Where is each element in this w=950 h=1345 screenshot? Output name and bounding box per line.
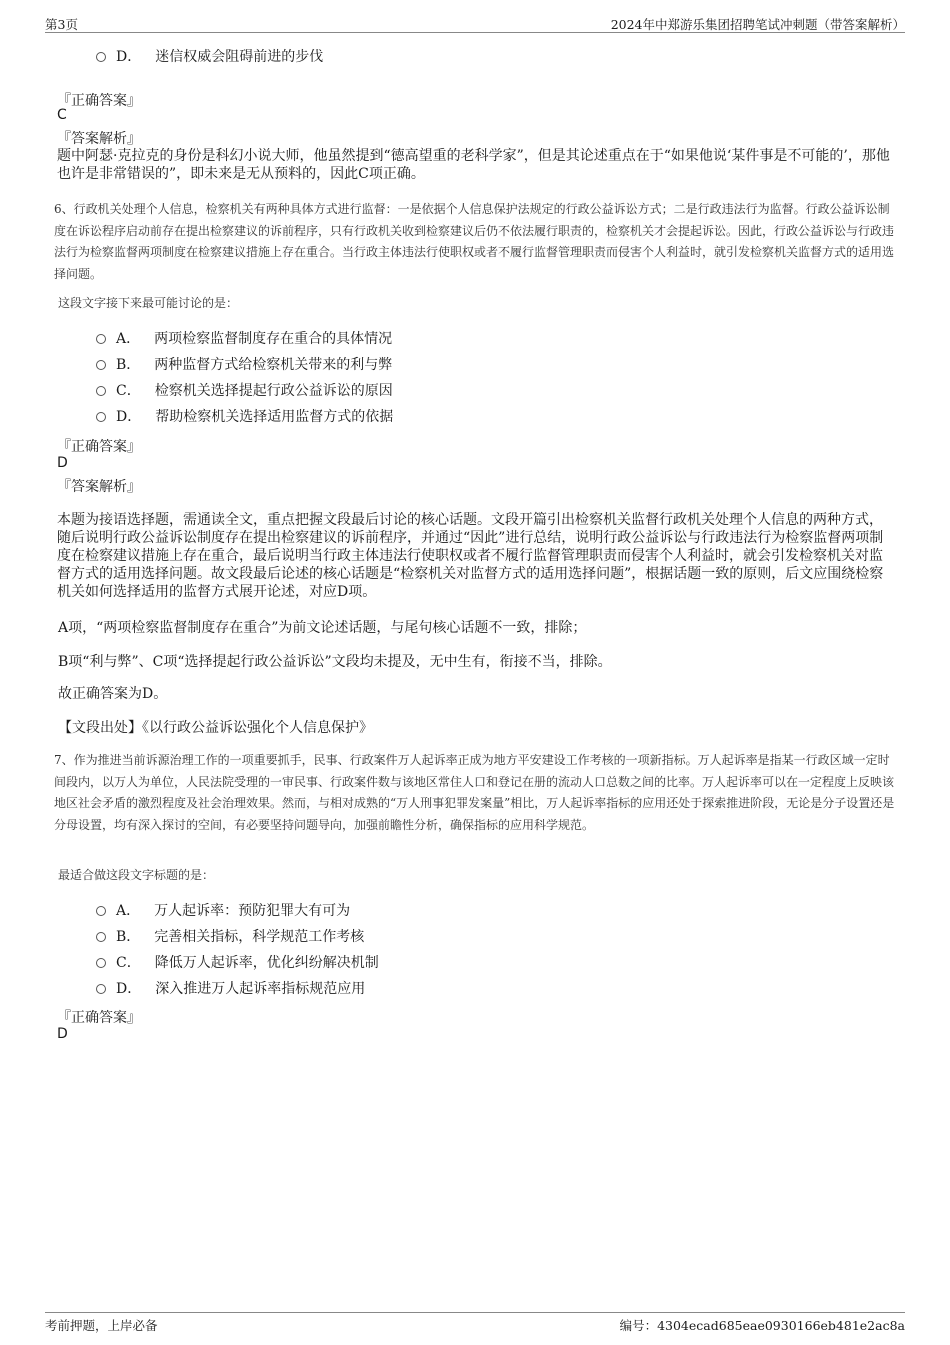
document-title: 2024年中郑游乐集团招聘笔试冲刺题（带答案解析） [610,17,905,32]
q6-analysis-label: 『答案解析』 [57,479,141,495]
page-header [45,14,905,33]
q6-option-c[interactable]: C． 检察机关选择提起行政公益诉讼的原因 [96,382,393,400]
q6-stem: 6、行政机关处理个人信息，检察机关有两种具体方式进行监督：一是依据个人信息保护法规定的行政公益诉讼方式；二是行政违法行为监督。行政公益诉讼制度在诉讼程序启动前存在提出检察建议的诉前程序，只有行政机关收到检察建议后仍不依法履行职责的，检察机关才会提起诉讼。因此，行政公益诉讼与行政违法行为检察监督两项制度在检察建议措施上存在重合。当行政主体违法行使职权或者不履行监督管理职责而侵害个人利益时，就引发检察机关监督方式的适用选择问题。 [54,202,895,281]
footer-slogan: 考前押题，上岸必备 [45,1318,158,1333]
q6-analysis-p4: 故正确答案为D。 [58,686,168,702]
q7-option-b[interactable]: B． 完善相关指标，科学规范工作考核 [96,928,364,946]
q6-analysis-p3: B项“利与弊”、C项“选择提起行政公益诉讼”文段均未提及，无中生有，衔接不当，排除。 [58,654,612,670]
q7-answer: D [57,1026,68,1042]
q7-answer-label: 『正确答案』 [57,1010,141,1026]
q5-analysis-label: 『答案解析』 [57,131,141,147]
document-id: 编号：4304ecad685eae0930166eb481e2ac8a [619,1318,905,1333]
q6-option-d[interactable]: D． 帮助检察机关选择适用监督方式的依据 [96,408,393,426]
q7-option-a[interactable]: A． 万人起诉率：预防犯罪大有可为 [96,902,350,920]
q7-stem: 7、作为推进当前诉源治理工作的一项重要抓手，民事、行政案件万人起诉率正成为地方平安建设工作考核的一项新指标。万人起诉率是指某一行政区域一定时间段内，以万人为单位，人民法院受理的一审民事、行政案件数与该地区常住人口和登记在册的流动人口总数之间的比率。万人起诉率可以在一定程度上反映该地区社会矛盾的激烈程度及社会治理效果。然而，与相对成熟的“万人刑事犯罪发案量”相比，万人起诉率指标的应用还处于探索推进阶段，无论是分子设置还是分母设置，均有深入探讨的空间，有必要坚持问题导向，加强前瞻性分析，确保指标的应用科学规范。 [54,753,895,832]
q6-source: 【文段出处】《以行政公益诉讼强化个人信息保护》 [58,720,373,736]
q6-analysis-p2: A项，“两项检察监督制度存在重合”为前文论述话题，与尾句核心话题不一致，排除； [58,620,587,636]
q5-answer-label: 『正确答案』 [57,93,141,109]
q5-analysis: 题中阿瑟·克拉克的身份是科幻小说大师，他虽然提到“德高望重的老科学家”，但是其论述重点在于“如果他说‘某件事是不可能的’，那他也许是非常错误的”，即未来是无从预料的，因此C项正确。 [57,148,890,182]
radio-icon[interactable] [96,984,106,994]
radio-icon[interactable] [96,906,106,916]
q6-option-a[interactable]: A． 两项检察监督制度存在重合的具体情况 [96,330,392,348]
page-footer [45,1312,905,1333]
q6-option-b[interactable]: B． 两种监督方式给检察机关带来的利与弊 [96,356,392,374]
radio-icon[interactable] [96,360,106,370]
radio-icon[interactable] [96,386,106,396]
radio-icon[interactable] [96,52,106,62]
radio-icon[interactable] [96,334,106,344]
q6-answer-label: 『正确答案』 [57,439,141,455]
q7-option-d[interactable]: D． 深入推进万人起诉率指标规范应用 [96,980,365,998]
q6-answer: D [57,455,68,471]
q5-answer: C [57,107,67,123]
q5-option-d[interactable]: D． 迷信权威会阻碍前进的步伐 [96,48,323,66]
radio-icon[interactable] [96,932,106,942]
q7-question: 最适合做这段文字标题的是： [58,868,215,882]
q7-option-c[interactable]: C． 降低万人起诉率，优化纠纷解决机制 [96,954,379,972]
page-number: 第3页 [45,17,78,32]
radio-icon[interactable] [96,958,106,968]
q6-analysis-p1: 本题为接语选择题，需通读全文，重点把握文段最后讨论的核心话题。文段开篇引出检察机关监督行政机关处理个人信息的两种方式，随后说明行政公益诉讼制度存在提出检察建议的诉前程序，并通过“因此”进行总结，说明行政公益诉讼与行政违法行为检察监督两项制度在检察建议措施上存在重合，最后说明当行政主体违法行使职权或者不履行监督管理职责而侵害个人利益时，就会引发检察机关对监督方式的适用选择问题。故文段最后论述的核心话题是“检察机关对监督方式的适用选择问题”，根据话题一致的原则，后文应围绕检察机关如何选择适用的监督方式展开论述，对应D项。 [57,512,884,600]
q6-question: 这段文字接下来最可能讨论的是： [58,296,239,310]
radio-icon[interactable] [96,412,106,422]
